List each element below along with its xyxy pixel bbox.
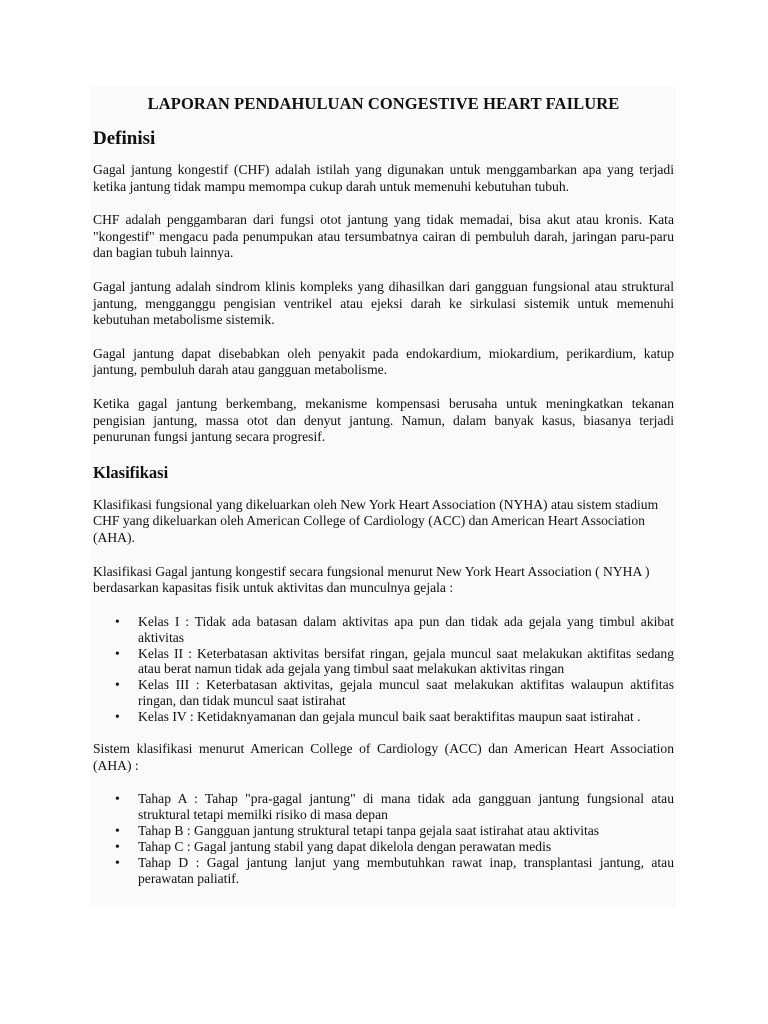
definisi-paragraph-4: Gagal jantung dapat disebabkan oleh penyakit pada endokardium, miokardium, perikardium, katup jantung, pembuluh darah atau gangguan metabolisme.: [93, 345, 674, 378]
list-item: [93, 855, 674, 887]
acc-item-text: Tahap C : Gagal jantung stabil yang dapat dikelola dengan perawatan medis: [138, 838, 552, 854]
nyha-list: [93, 614, 674, 725]
acc-intro: Sistem klasifikasi menurut American College of Cardiology (ACC) dan American Heart Association (AHA) :: [93, 741, 674, 773]
list-item: [93, 791, 674, 823]
list-item: [93, 823, 674, 839]
definisi-paragraph-3: Gagal jantung adalah sindrom klinis kompleks yang dihasilkan dari gangguan fungsional atau struktural jantung, mengganggu pengisian ventrikel atau ejeksi darah ke sirkulasi sistemik untuk memenuhi kebutuhan metabolisme sistemik.: [93, 278, 674, 328]
definisi-paragraph-2: CHF adalah penggambaran dari fungsi otot jantung yang tidak memadai, bisa akut atau kronis. Kata "kongestif" mengacu pada penumpukan atau tersumbatnya cairan di pembuluh darah, jaringan paru-paru dan bagian tubuh lainnya.: [93, 212, 674, 261]
list-item: [93, 646, 674, 678]
bullet-icon: •: [115, 677, 120, 693]
klasifikasi-heading: Klasifikasi: [93, 462, 169, 482]
document-content: [91, 86, 676, 907]
bullet-icon: •: [115, 854, 120, 870]
nyha-item-text: Kelas I : Tidak ada batasan dalam aktivitas apa pun dan tidak ada gejala yang timbul akibat aktivitas: [138, 613, 674, 645]
list-item: [93, 677, 674, 709]
acc-item-text: Tahap D : Gagal jantung lanjut yang membutuhkan rawat inap, transplantasi jantung, atau perawatan paliatif.: [138, 854, 674, 886]
bullet-icon: •: [115, 838, 120, 854]
acc-item-text: Tahap A : Tahap "pra-gagal jantung" di mana tidak ada gangguan jantung fungsional atau struktural tetapi memilki risiko di masa depan: [138, 791, 674, 823]
nyha-item-text: Kelas IV : Ketidaknyamanan dan gejala muncul baik saat beraktifitas maupun saat istirahat .: [138, 709, 641, 725]
definisi-paragraph-1: Gagal jantung kongestif (CHF) adalah istilah yang digunakan untuk menggambarkan apa yang terjadi ketika jantung tidak mampu memompa cukup darah untuk memenuhi kebutuhan tubuh.: [93, 162, 674, 194]
definisi-paragraph-5: Ketika gagal jantung berkembang, mekanisme kompensasi berusaha untuk meningkatkan tekanan pengisian jantung, massa otot dan denyut jantung. Namun, dalam banyak kasus, biasanya terjadi penurunan fungsi jantung secara progresif.: [93, 395, 674, 445]
klasifikasi-intro: Klasifikasi fungsional yang dikeluarkan oleh New York Heart Association (NYHA) atau sistem stadium CHF yang dikeluarkan oleh American College of Cardiology (ACC) dan American Heart Association (AHA).: [93, 496, 659, 545]
bullet-icon: •: [115, 645, 120, 661]
acc-item-text: Tahap B : Gangguan jantung struktural tetapi tanpa gejala saat istirahat atau aktivitas: [138, 823, 600, 839]
list-item: [93, 839, 674, 855]
nyha-item-text: Kelas III : Keterbatasan aktivitas, gejala muncul saat melakukan aktifitas walaupun aktifitas ringan, dan tidak muncul saat istirahat: [138, 677, 674, 709]
nyha-intro: Klasifikasi Gagal jantung kongestif secara fungsional menurut New York Heart Association ( NYHA ) berdasarkan kapasitas fisik untuk aktivitas dan munculnya gejala :: [93, 563, 650, 596]
nyha-item-text: Kelas II : Keterbatasan aktivitas bersifat ringan, gejala muncul saat melakukan aktifitas sedang atau berat namun tidak ada gejala yang timbul saat melakukan aktivitas ringan: [138, 645, 674, 677]
bullet-icon: •: [115, 709, 120, 725]
bullet-icon: •: [115, 613, 120, 629]
bullet-icon: •: [115, 823, 120, 839]
bullet-icon: •: [115, 791, 120, 807]
document-title: LAPORAN PENDAHULUAN CONGESTIVE HEART FAILURE: [147, 94, 620, 113]
list-item: [93, 709, 674, 725]
list-item: [93, 614, 674, 646]
definisi-heading: Definisi: [93, 128, 156, 149]
acc-list: [93, 791, 674, 886]
